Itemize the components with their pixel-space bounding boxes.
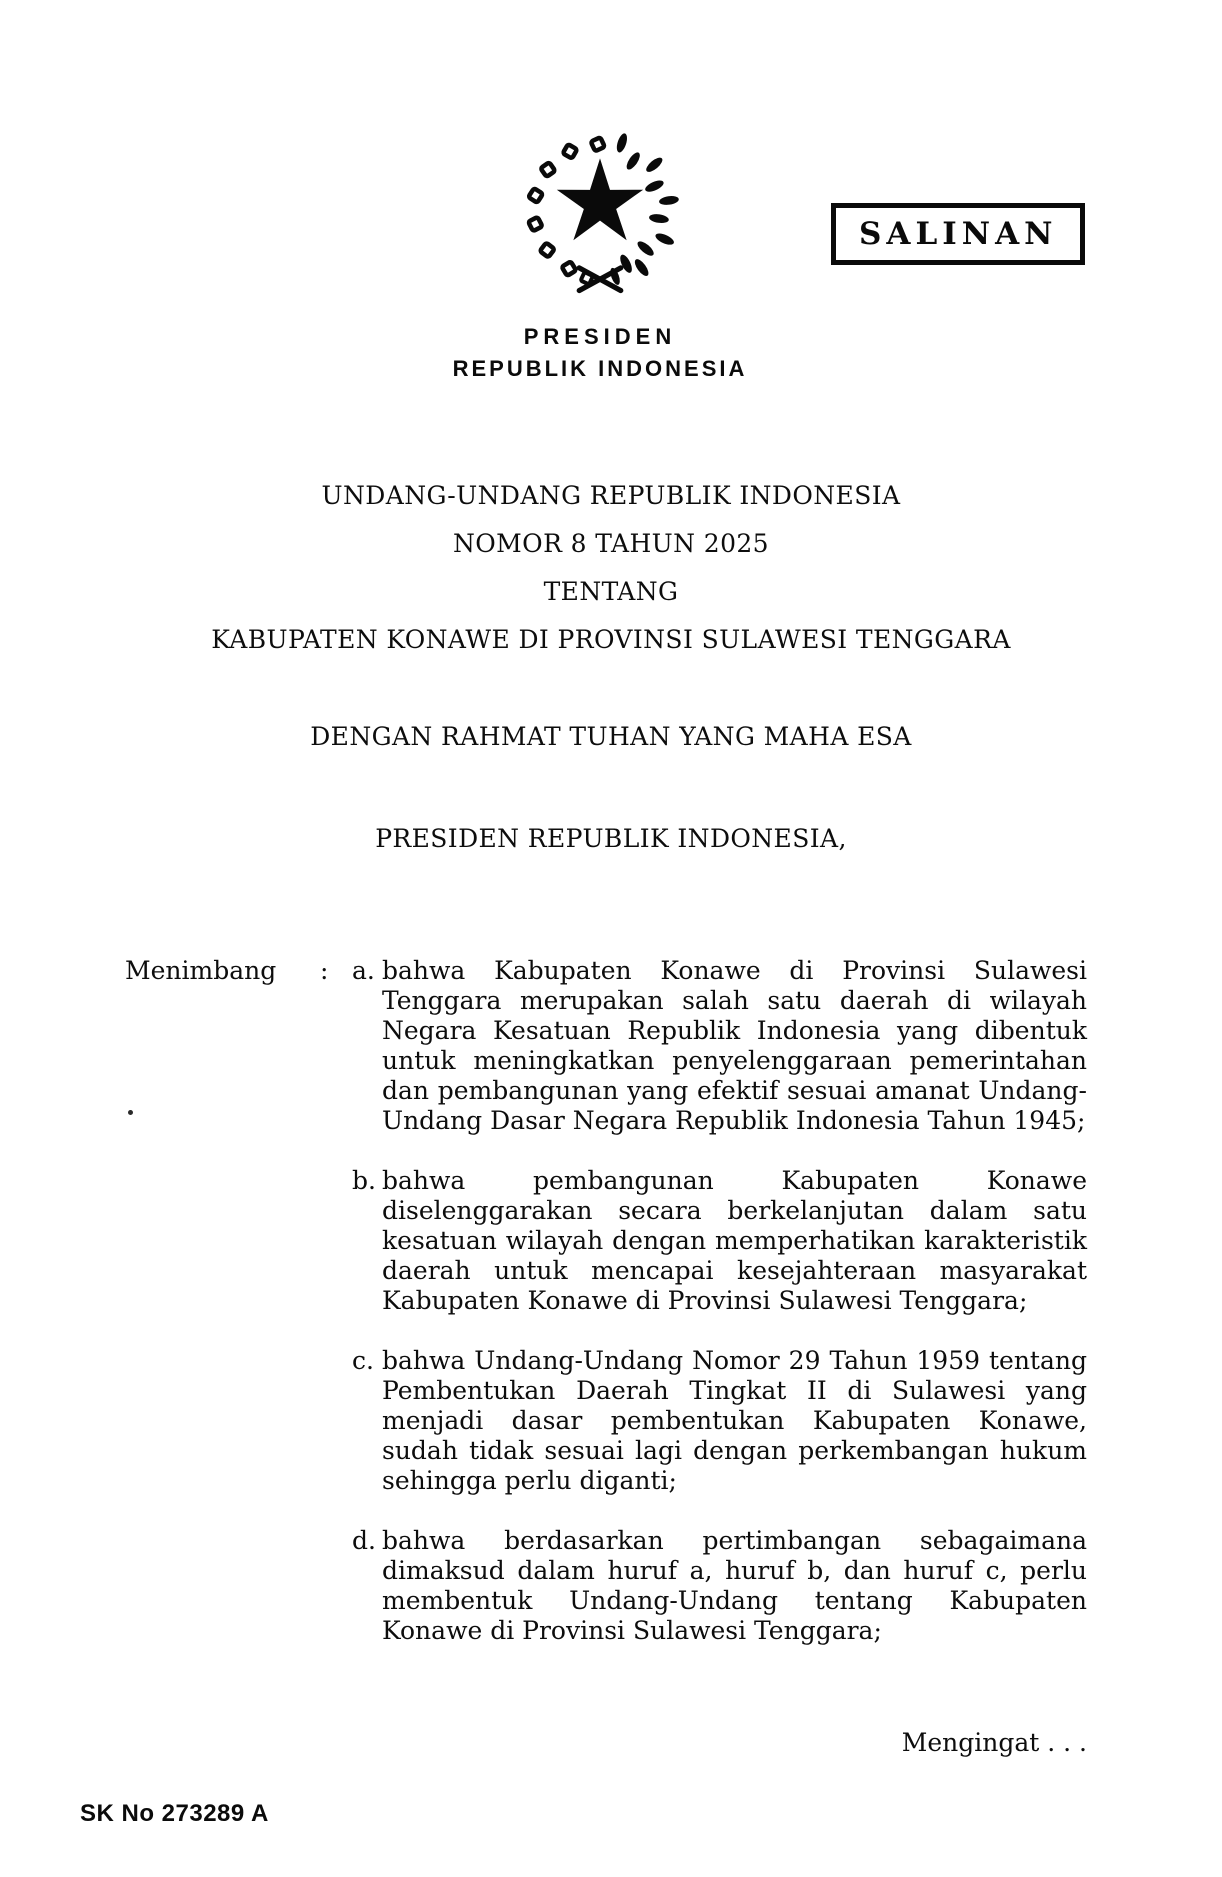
- consideration-text-d: bahwa berdasarkan pertimbangan sebagaimana dimaksud dalam huruf a, huruf b, dan huruf c, perlu membentuk Undang-Undang tentang Kabupaten Konawe di Provinsi Sulawesi Tenggara;: [382, 1526, 1087, 1645]
- scan-artifact-dot: [128, 1110, 133, 1115]
- authority-line: PRESIDEN REPUBLIK INDONESIA,: [375, 824, 847, 853]
- consideration-item-d: [352, 1526, 1087, 1646]
- star-wreath-icon: [521, 130, 679, 300]
- title-line-tentang: TENTANG: [543, 577, 679, 606]
- consideration-text-b: bahwa pembangunan Kabupaten Konawe diselenggarakan secara berkelanjutan dalam satu kesatuan wilayah dengan memperhatikan karakteristik daerah untuk mencapai kesejahteraan masyarakat Kabupaten Konawe di Provinsi Sulawesi Tenggara;: [382, 1166, 1087, 1315]
- consideration-item-c: [352, 1346, 1087, 1496]
- national-emblem: [521, 130, 679, 300]
- consideration-text-a: bahwa Kabupaten Konawe di Provinsi Sulawesi Tenggara merupakan salah satu daerah di wilayah Negara Kesatuan Republik Indonesia yang dibentuk untuk meningkatkan penyelenggaraan pemerintahan dan pembangunan yang efektif sesuai amanat Undang-Undang Dasar Negara Republik Indonesia Tahun 1945;: [382, 956, 1087, 1135]
- title-block: [61, 483, 1161, 675]
- salinan-stamp: SALINAN: [831, 203, 1085, 265]
- letterhead: [398, 324, 802, 382]
- consideration-letter-d: d.: [352, 1526, 376, 1555]
- consideration-letter-b: b.: [352, 1166, 376, 1195]
- title-line-law: UNDANG-UNDANG REPUBLIK INDONESIA: [321, 481, 901, 510]
- continuation-catchword: Mengingat . . .: [901, 1728, 1087, 1757]
- invocation-line: DENGAN RAHMAT TUHAN YANG MAHA ESA: [310, 722, 912, 751]
- title-line-subject: KABUPATEN KONAWE DI PROVINSI SULAWESI TENGGARA: [211, 625, 1011, 654]
- considerations-list: [352, 956, 1087, 1646]
- consideration-letter-c: c.: [352, 1346, 374, 1375]
- letterhead-presiden: PRESIDEN: [523, 324, 677, 349]
- letterhead-republik-indonesia: REPUBLIK INDONESIA: [452, 356, 748, 381]
- title-line-number: NOMOR 8 TAHUN 2025: [453, 529, 769, 558]
- consideration-item-b: [352, 1166, 1087, 1316]
- consideration-text-c: bahwa Undang-Undang Nomor 29 Tahun 1959 tentang Pembentukan Daerah Tingkat II di Sulawesi yang menjadi dasar pembentukan Kabupaten Konawe, sudah tidak sesuai lagi dengan perkembangan hukum sehingga perlu diganti;: [382, 1346, 1087, 1495]
- considerations-label: Menimbang: [125, 956, 277, 985]
- consideration-letter-a: a.: [352, 956, 375, 985]
- considerations-section: [125, 956, 1087, 1646]
- considerations-colon: :: [320, 956, 329, 985]
- consideration-item-a: [352, 956, 1087, 1136]
- document-number: SK No 273289 A: [80, 1800, 269, 1827]
